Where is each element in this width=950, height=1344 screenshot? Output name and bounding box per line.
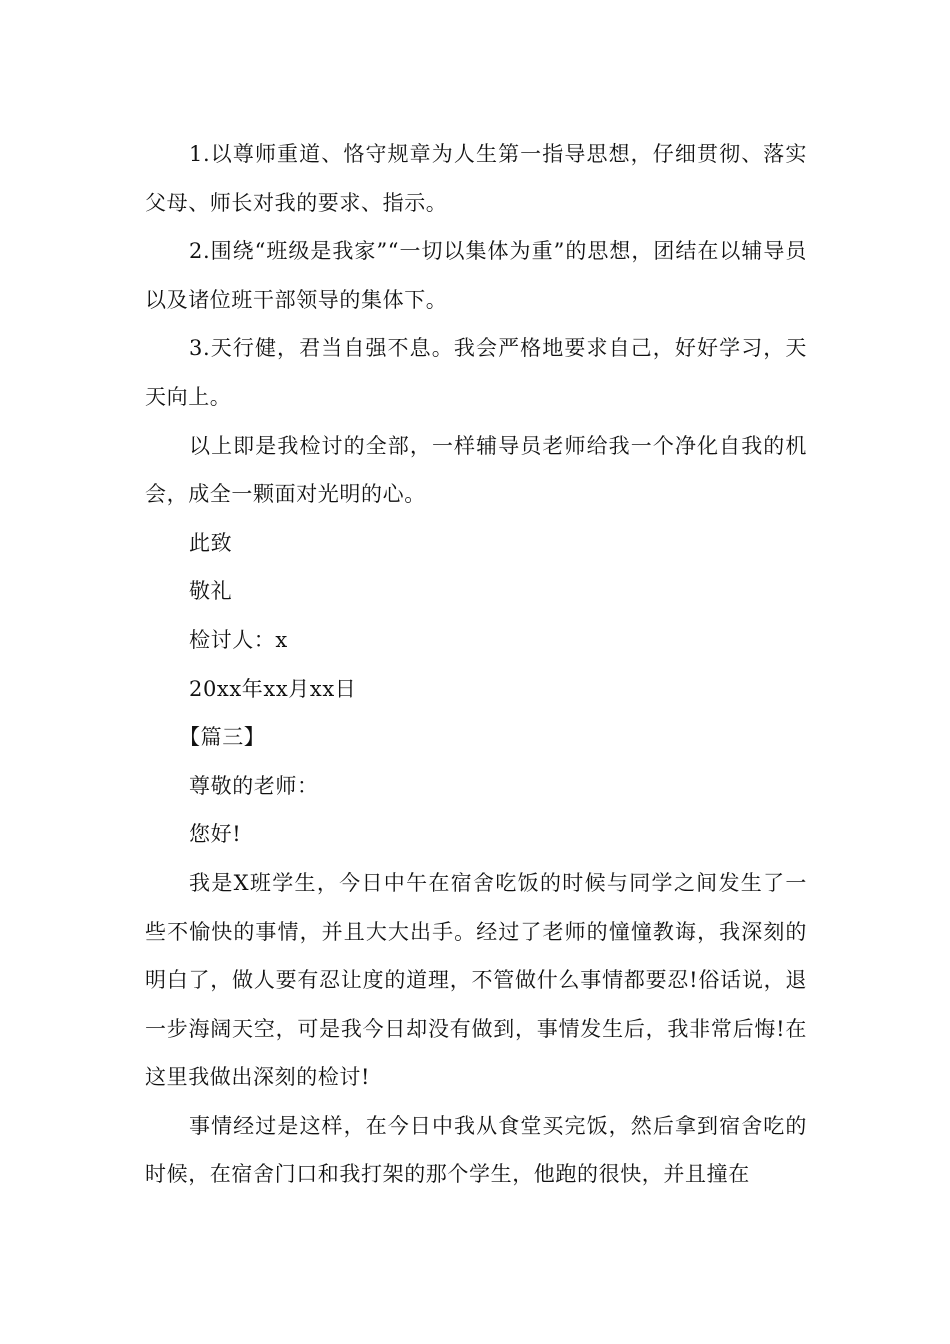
letter-body-1: 我是X班学生，今日中午在宿舍吃饭的时候与同学之间发生了一些不愉快的事情，并且大大出手。经过了老师的憧憧教诲，我深刻的明白了，做人要有忍让度的道理，不管做什么事情都要忍!俗话说，退一步海阔天空，可是我今日却没有做到，事情发生后，我非常后悔!在这里我做出深刻的检讨!	[145, 870, 807, 1090]
letter-greeting: 尊敬的老师：	[189, 773, 319, 798]
closing-salutation-1: 此致	[189, 530, 233, 555]
letter-hello: 您好!	[189, 822, 242, 847]
paragraph-item-2: 2.围绕“班级是我家”“一切以集体为重”的思想，团结在以辅导员以及诸位班干部领导的集体下。	[145, 239, 807, 312]
letter-body-2: 事情经过是这样，在今日中我从食堂买完饭，然后拿到宿舍吃的时候，在宿舍门口和我打架的那个学生，他跑的很快，并且撞在	[145, 1113, 807, 1187]
closing-signer: 检讨人：x	[189, 627, 288, 652]
closing-salutation-2: 敬礼	[189, 579, 233, 604]
section-heading: 【篇三】	[179, 725, 266, 750]
paragraph-item-1: 1.以尊师重道、恪守规章为人生第一指导思想，仔细贯彻、落实父母、师长对我的要求、指示。	[145, 142, 807, 215]
closing-date: 20xx年xx月xx日	[189, 676, 357, 701]
paragraph-conclusion: 以上即是我检讨的全部，一样辅导员老师给我一个净化自我的机会，成全一颗面对光明的心。	[145, 433, 807, 507]
document-page	[145, 130, 807, 1199]
paragraph-item-3: 3.天行健，君当自强不息。我会严格地要求自己，好好学习，天天向上。	[145, 336, 807, 409]
